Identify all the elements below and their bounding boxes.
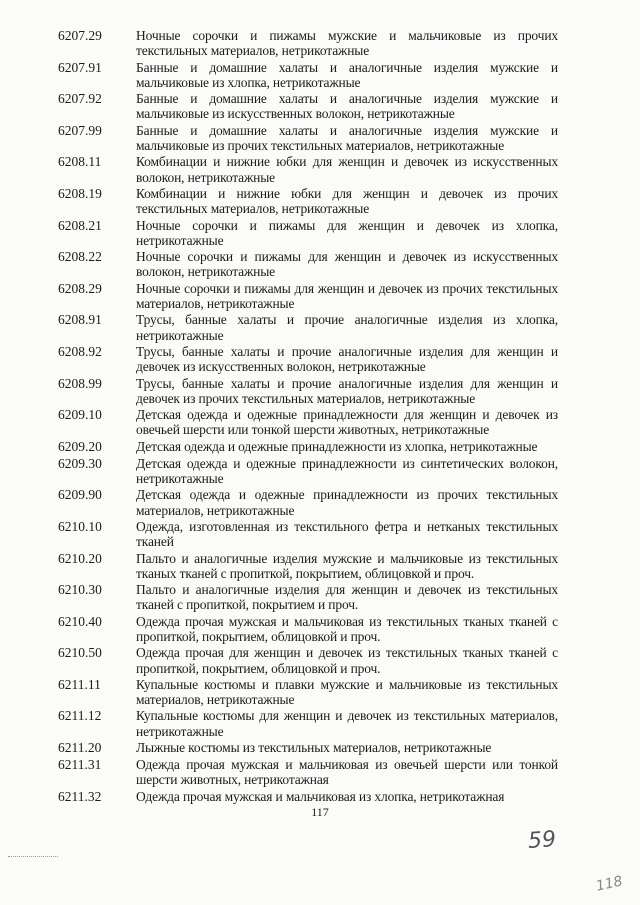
hs-code: 6209.30 [58,455,102,471]
list-item [58,551,568,582]
item-description: Банные и домашние халаты и аналогичные изделия мужские и мальчиковые из хлопка, нетрикотажные [136,59,558,90]
list-item [58,582,568,613]
hs-code: 6208.11 [58,154,102,170]
item-description: Лыжные костюмы из текстильных материалов, нетрикотажные [136,740,492,756]
page-number: 117 [311,805,329,819]
item-description: Одежда прочая для женщин и девочек из текстильных тканых тканей с пропиткой, покрытием, облицовкой и проч. [136,645,558,676]
hs-code: 6208.99 [58,375,102,391]
item-description: Ночные сорочки и пижамы для женщин и девочек из хлопка, нетрикотажные [136,217,558,248]
item-description: Банные и домашние халаты и аналогичные изделия мужские и мальчиковые из прочих текстильных материалов, нетрикотажные [136,122,558,154]
hs-code: 6208.19 [58,185,102,201]
handwritten-corner-number: 118 [594,873,625,895]
list-item [58,740,568,756]
hs-code: 6211.11 [58,676,101,692]
item-description: Детская одежда и одежные принадлежности из прочих текстильных материалов, нетрикотажные [136,487,558,518]
item-description: Ночные сорочки и пижамы для женщин и девочек из прочих текстильных материалов, нетрикотажные [136,280,558,312]
hs-code: 6210.20 [58,550,102,566]
list-item [58,186,568,217]
hs-code: 6209.10 [58,407,102,423]
list-item [58,344,568,375]
item-description: Одежда, изготовленная из текстильного фетра и нетканых текстильных тканей [136,518,558,550]
hs-code: 6211.31 [58,757,102,773]
item-description: Трусы, банные халаты и прочие аналогичные изделия для женщин и девочек из прочих текстильных материалов, нетрикотажные [136,375,558,406]
hs-code: 6211.32 [58,788,102,804]
item-description: Детская одежда и одежные принадлежности из синтетических волокон, нетрикотажные [136,455,558,487]
hs-code: 6207.29 [58,28,102,43]
list-item [58,91,568,122]
item-description: Детская одежда и одежные принадлежности для женщин и девочек из овечьей шерсти или тонкой шерсти животных, нетрикотажные [136,407,558,438]
hs-code: 6208.92 [58,343,102,359]
item-description: Комбинации и нижние юбки для женщин и девочек из прочих текстильных материалов, нетрикотажные [136,185,558,217]
hs-code: 6208.21 [58,217,102,233]
item-description: Одежда прочая мужская и мальчиковая из текстильных тканых тканей с пропиткой, покрытием, облицовкой и проч. [136,613,558,644]
hs-code: 6211.20 [58,740,102,756]
hs-code: 6210.40 [58,613,102,629]
hs-code: 6208.29 [58,280,102,296]
item-description: Комбинации и нижние юбки для женщин и девочек из искусственных волокон, нетрикотажные [136,154,558,185]
list-item [58,407,568,438]
item-description: Одежда прочая мужская и мальчиковая из хлопка, нетрикотажная [136,788,505,804]
list-item [58,249,568,280]
hs-code: 6208.22 [58,249,102,265]
list-item [58,154,568,185]
hs-code: 6210.30 [58,582,102,598]
code-list [58,28,568,806]
item-description: Одежда прочая мужская и мальчиковая из овечьей шерсти или тонкой шерсти животных, нетрикотажная [136,757,558,788]
item-description: Пальто и аналогичные изделия мужские и мальчиковые из текстильных тканых тканей с пропиткой, покрытием, облицовкой и проч. [136,550,558,581]
item-description: Купальные костюмы и плавки мужские и мальчиковые из текстильных материалов, нетрикотажные [136,676,558,708]
list-item [58,28,568,59]
item-description: Детская одежда и одежные принадлежности из хлопка, нетрикотажные [136,438,538,454]
list-item [58,218,568,249]
hs-code: 6207.92 [58,91,102,107]
hs-code: 6211.12 [58,708,102,724]
list-item [58,456,568,487]
hs-code: 6210.50 [58,645,102,661]
list-item [58,708,568,739]
item-description: Пальто и аналогичные изделия для женщин и девочек из текстильных тканей с пропиткой, покрытием и проч. [136,582,558,613]
list-item [58,376,568,407]
list-item [58,312,568,343]
hs-code: 6210.10 [58,518,102,534]
hs-code: 6209.90 [58,487,102,503]
list-item [58,123,568,154]
item-description: Трусы, банные халаты и прочие аналогичные изделия для женщин и девочек из искусственных волокон, нетрикотажные [136,343,558,375]
list-item [58,645,568,676]
list-item [58,487,568,518]
hs-code: 6207.91 [58,59,102,75]
list-item [58,519,568,550]
list-item [58,757,568,788]
list-item [58,439,568,455]
list-item [58,614,568,645]
item-description: Купальные костюмы для женщин и девочек из текстильных материалов, нетрикотажные [136,708,558,739]
scan-smudge [8,856,58,859]
list-item [58,789,568,805]
list-item [58,60,568,91]
item-description: Ночные сорочки и пижамы для женщин и девочек из искусственных волокон, нетрикотажные [136,249,558,280]
item-description: Ночные сорочки и пижамы мужские и мальчиковые из прочих текстильных материалов, нетрикотажные [136,28,558,59]
hs-code: 6207.99 [58,122,102,138]
hs-code: 6209.20 [58,438,102,454]
list-item [58,281,568,312]
item-description: Банные и домашние халаты и аналогичные изделия мужские и мальчиковые из искусственных волокон, нетрикотажные [136,91,558,122]
hs-code: 6208.91 [58,312,102,328]
handwritten-mark: 59 [527,827,557,854]
item-description: Трусы, банные халаты и прочие аналогичные изделия из хлопка, нетрикотажные [136,312,558,343]
list-item [58,677,568,708]
